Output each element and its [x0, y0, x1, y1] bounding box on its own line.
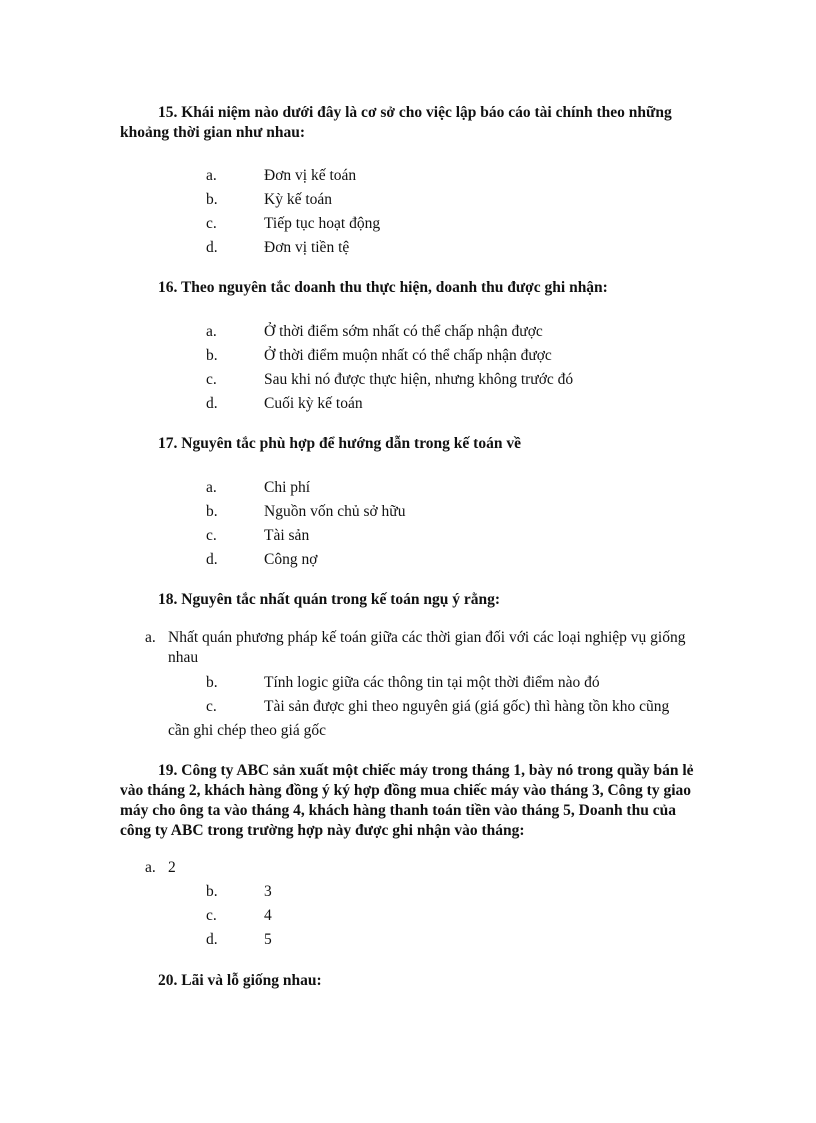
option-label: d.: [206, 239, 218, 256]
question-16-title: 16. Theo nguyên tắc doanh thu thực hiện, doanh thu được ghi nhận:: [158, 279, 608, 296]
option-text: 5: [264, 931, 272, 948]
option-text: Tài sản được ghi theo nguyên giá (giá gốc) thì hàng tồn kho cũng: [264, 698, 670, 715]
question-19-title: 19. Công ty ABC sản xuất một chiếc máy trong tháng 1, bày nó trong quầy bán lẻ vào tháng 2, khách hàng đồng ý ký hợp đồng mua chiếc máy vào tháng 3, Công ty giao máy cho ông ta vào tháng 4, khách hàng thanh toán tiền vào tháng 5, Doanh thu của công ty ABC trong trường hợp này được ghi nhận vào tháng:: [120, 762, 694, 839]
question-17-title: 17. Nguyên tắc phù hợp để hướng dẫn trong kế toán về: [158, 435, 521, 452]
option-label: d.: [206, 931, 218, 948]
option-text: 2: [168, 859, 176, 876]
option-text: Tiếp tục hoạt động: [264, 215, 381, 232]
question-18-option-c-continuation: cần ghi chép theo giá gốc: [168, 722, 326, 739]
option-label: a.: [145, 859, 156, 876]
option-label: a.: [206, 479, 217, 496]
option-text: Cuối kỳ kế toán: [264, 395, 363, 412]
option-label: c.: [206, 215, 217, 232]
option-text: Kỳ kế toán: [264, 191, 333, 208]
option-label: b.: [206, 883, 218, 900]
option-label: d.: [206, 395, 218, 412]
option-text: Công nợ: [264, 551, 318, 568]
option-label: a.: [206, 167, 217, 184]
option-label: b.: [206, 191, 218, 208]
option-text: Ở thời điểm muộn nhất có thể chấp nhận được: [264, 347, 552, 364]
option-label: a.: [145, 629, 156, 646]
option-text: Đơn vị tiền tệ: [264, 239, 350, 256]
option-text: Tài sản: [264, 527, 310, 544]
option-text: Ở thời điểm sớm nhất có thể chấp nhận được: [264, 323, 543, 340]
question-20-title: 20. Lãi và lỗ giống nhau:: [158, 972, 322, 989]
option-text: Tính logic giữa các thông tin tại một thời điểm nào đó: [264, 674, 600, 691]
option-text: 3: [264, 883, 272, 900]
option-text: 4: [264, 907, 272, 924]
option-label: c.: [206, 371, 217, 388]
option-label: c.: [206, 698, 217, 715]
option-text: Nhất quán phương pháp kế toán giữa các thời gian đối với các loại nghiệp vụ giống nhau: [168, 629, 686, 666]
option-label: b.: [206, 347, 218, 364]
option-label: b.: [206, 503, 218, 520]
question-18-option-a: [145, 628, 705, 668]
option-label: c.: [206, 527, 217, 544]
option-label: d.: [206, 551, 218, 568]
option-label: c.: [206, 907, 217, 924]
option-label: a.: [206, 323, 217, 340]
question-19-option-a: [145, 858, 705, 878]
option-text: Đơn vị kế toán: [264, 167, 357, 184]
question-18-title: 18. Nguyên tắc nhất quán trong kế toán ngụ ý rằng:: [158, 591, 501, 608]
option-text: Sau khi nó được thực hiện, nhưng không trước đó: [264, 371, 574, 388]
option-text: Chi phí: [264, 479, 311, 496]
option-text: Nguồn vốn chủ sở hữu: [264, 503, 406, 520]
question-15-title: 15. Khái niệm nào dưới đây là cơ sở cho việc lập báo cáo tài chính theo những khoảng thời gian như nhau:: [120, 104, 672, 141]
option-label: b.: [206, 674, 218, 691]
